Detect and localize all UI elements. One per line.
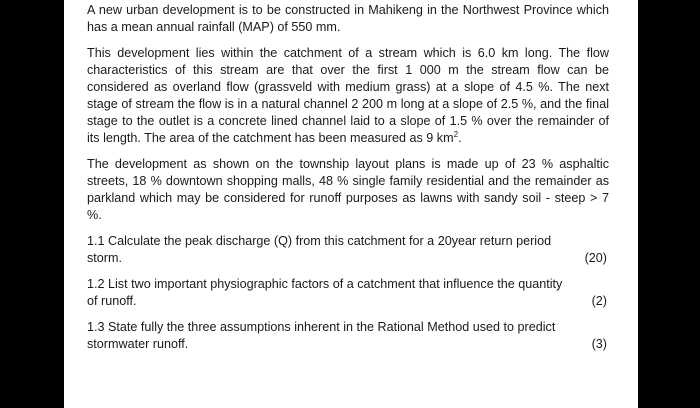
question-1-2-text-cont: of runoff.: [87, 294, 137, 308]
document-content: [87, 2, 609, 362]
question-1-3-text-cont: stormwater runoff.: [87, 337, 189, 351]
question-1-1-text: 1.1 Calculate the peak discharge (Q) from this catchment for a 20year return period: [87, 234, 552, 248]
question-1-3: [87, 319, 609, 353]
question-1-3-text: 1.3 State fully the three assumptions inherent in the Rational Method used to predict: [87, 320, 556, 334]
cutoff-next-line: [87, 402, 203, 408]
question-1-1-text-cont: storm.: [87, 251, 122, 265]
development-paragraph: The development as shown on the township layout plans is made up of 23 % asphaltic streets, 18 % downtown shopping malls, 48 % single family residential and the remainder as parkland which may be considered for runoff purposes as lawns with sandy soil - steep > 7 %.: [87, 157, 609, 222]
intro-paragraph: A new urban development is to be constructed in Mahikeng in the Northwest Province which has a mean annual rainfall (MAP) of 550 mm.: [87, 3, 609, 34]
catchment-paragraph: [87, 45, 609, 147]
question-1-2: [87, 276, 609, 310]
catchment-text-end: .: [458, 131, 462, 145]
question-1-2-marks: (2): [591, 294, 607, 308]
question-1-1: [87, 233, 609, 267]
document-page: [64, 0, 638, 408]
question-1-1-marks: (20): [584, 251, 607, 265]
area-superscript: 2: [453, 129, 459, 139]
catchment-text: This development lies within the catchment of a stream which is 6.0 km long. The flow characteristics of this stream are that over the first 1 000 m the stream flow can be considered as overland flow (grassveld with medium grass) at a slope of 4.5 %. The next stage of stream the flow is in a natural channel 2 200 m long at a slope of 2.5 %, and the final stage to the outlet is a concrete lined channel laid to a slope of 1.5 % over the remainder of its length. The area of the catchment has been measured as 9 km: [87, 46, 609, 145]
question-1-2-text: 1.2 List two important physiographic factors of a catchment that influence the quantity: [87, 277, 563, 291]
question-1-3-marks: (3): [591, 337, 607, 351]
